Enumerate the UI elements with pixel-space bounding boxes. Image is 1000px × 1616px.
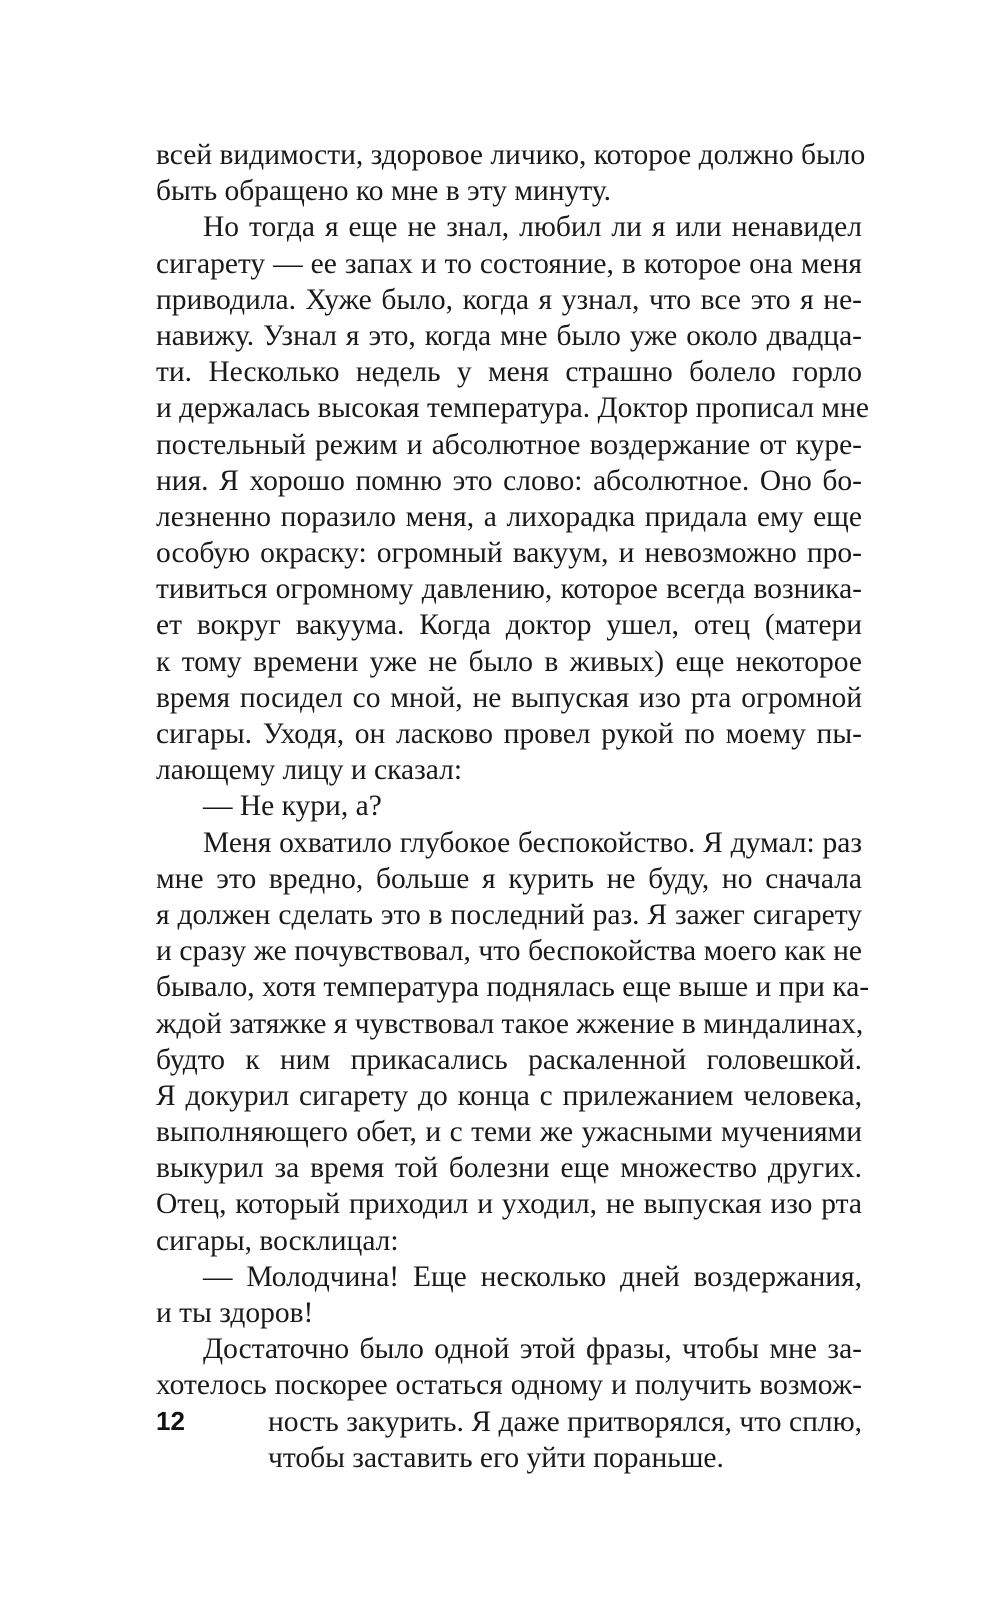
text-line: ния. Я хорошо помню это слово: абсолютное. Оно бо- xyxy=(156,464,862,497)
text-line: лающему лицу и сказал: xyxy=(156,754,463,787)
text-line: выкурил за время той болезни еще множество других. xyxy=(156,1152,862,1185)
text-line: мне это вредно, больше я курить не буду, но сначала xyxy=(156,862,862,895)
text-line: я должен сделать это в последний раз. Я зажег сигарету xyxy=(156,898,862,931)
text-line: Достаточно было одной этой фразы, чтобы мне за- xyxy=(203,1333,862,1366)
text-line: будто к ним прикасались раскаленной головешкой. xyxy=(156,1043,862,1076)
text-line: навижу. Узнал я это, когда мне было уже около двадца- xyxy=(156,319,862,352)
page-number: 12 xyxy=(156,1406,185,1436)
text-line: тивиться огромному давлению, которое всегда возника- xyxy=(156,573,862,606)
text-line: ность закурить. Я даже притворялся, что сплю, xyxy=(268,1405,862,1438)
text-line: ждой затяжке я чувствовал такое жжение в миндалинах, xyxy=(156,1007,864,1040)
text-line: постельный режим и абсолютное воздержание от куре- xyxy=(156,428,862,461)
text-line: чтобы заставить его уйти пораньше. xyxy=(268,1441,724,1474)
text-line: хотелось поскорее остаться одному и получить возмож- xyxy=(156,1369,862,1402)
text-line: сигарету — ее запах и то состояние, в которое она меня xyxy=(156,247,862,280)
text-line: Отец, который приходил и уходил, не выпуская изо рта xyxy=(156,1188,862,1221)
text-line: ет вокруг вакуума. Когда доктор ушел, отец (матери xyxy=(156,609,862,642)
dialogue-line: — Не кури, а? xyxy=(203,790,382,823)
text-line: всей видимости, здоровое личико, которое должно было xyxy=(156,139,866,171)
text-line: и сразу же почувствовал, что беспокойства моего как не xyxy=(156,935,862,968)
text-line: быть обращено ко мне в эту минуту. xyxy=(156,175,612,208)
text-line: время посидел со мной, не выпуская изо рта огромной xyxy=(156,681,862,714)
body-text xyxy=(156,137,870,1476)
text-line: Меня охватило глубокое беспокойство. Я думал: раз xyxy=(203,826,862,859)
text-line: Но тогда я еще не знал, любил ли я или ненавидел xyxy=(203,211,862,244)
text-line: лезненно поразило меня, а лихорадка придала ему еще xyxy=(156,500,862,533)
text-line: ти. Несколько недель у меня страшно болело горло xyxy=(156,356,862,389)
text-line: к тому времени уже не было в живых) еще некоторое xyxy=(156,645,862,678)
text-line: сигары. Уходя, он ласково провел рукой по моему пы- xyxy=(156,718,862,750)
text-line: и ты здоров! xyxy=(156,1297,314,1329)
text-line: Я докурил сигарету до конца с прилежанием человека, xyxy=(156,1079,862,1112)
text-line: и держалась высокая температура. Доктор прописал мне xyxy=(156,392,869,425)
text-line: приводила. Хуже было, когда я узнал, что все это я не- xyxy=(156,283,862,316)
text-line: выполняющего обет, и с теми же ужасными мучениями xyxy=(156,1116,862,1149)
text-line: особую окраску: огромный вакуум, и невозможно про- xyxy=(156,537,862,570)
text-line: бывало, хотя температура поднялась еще выше и при ка- xyxy=(156,971,870,1004)
dialogue-line: — Молодчина! Еще несколько дней воздержания, xyxy=(203,1260,862,1293)
text-line: сигары, восклицал: xyxy=(156,1224,399,1257)
